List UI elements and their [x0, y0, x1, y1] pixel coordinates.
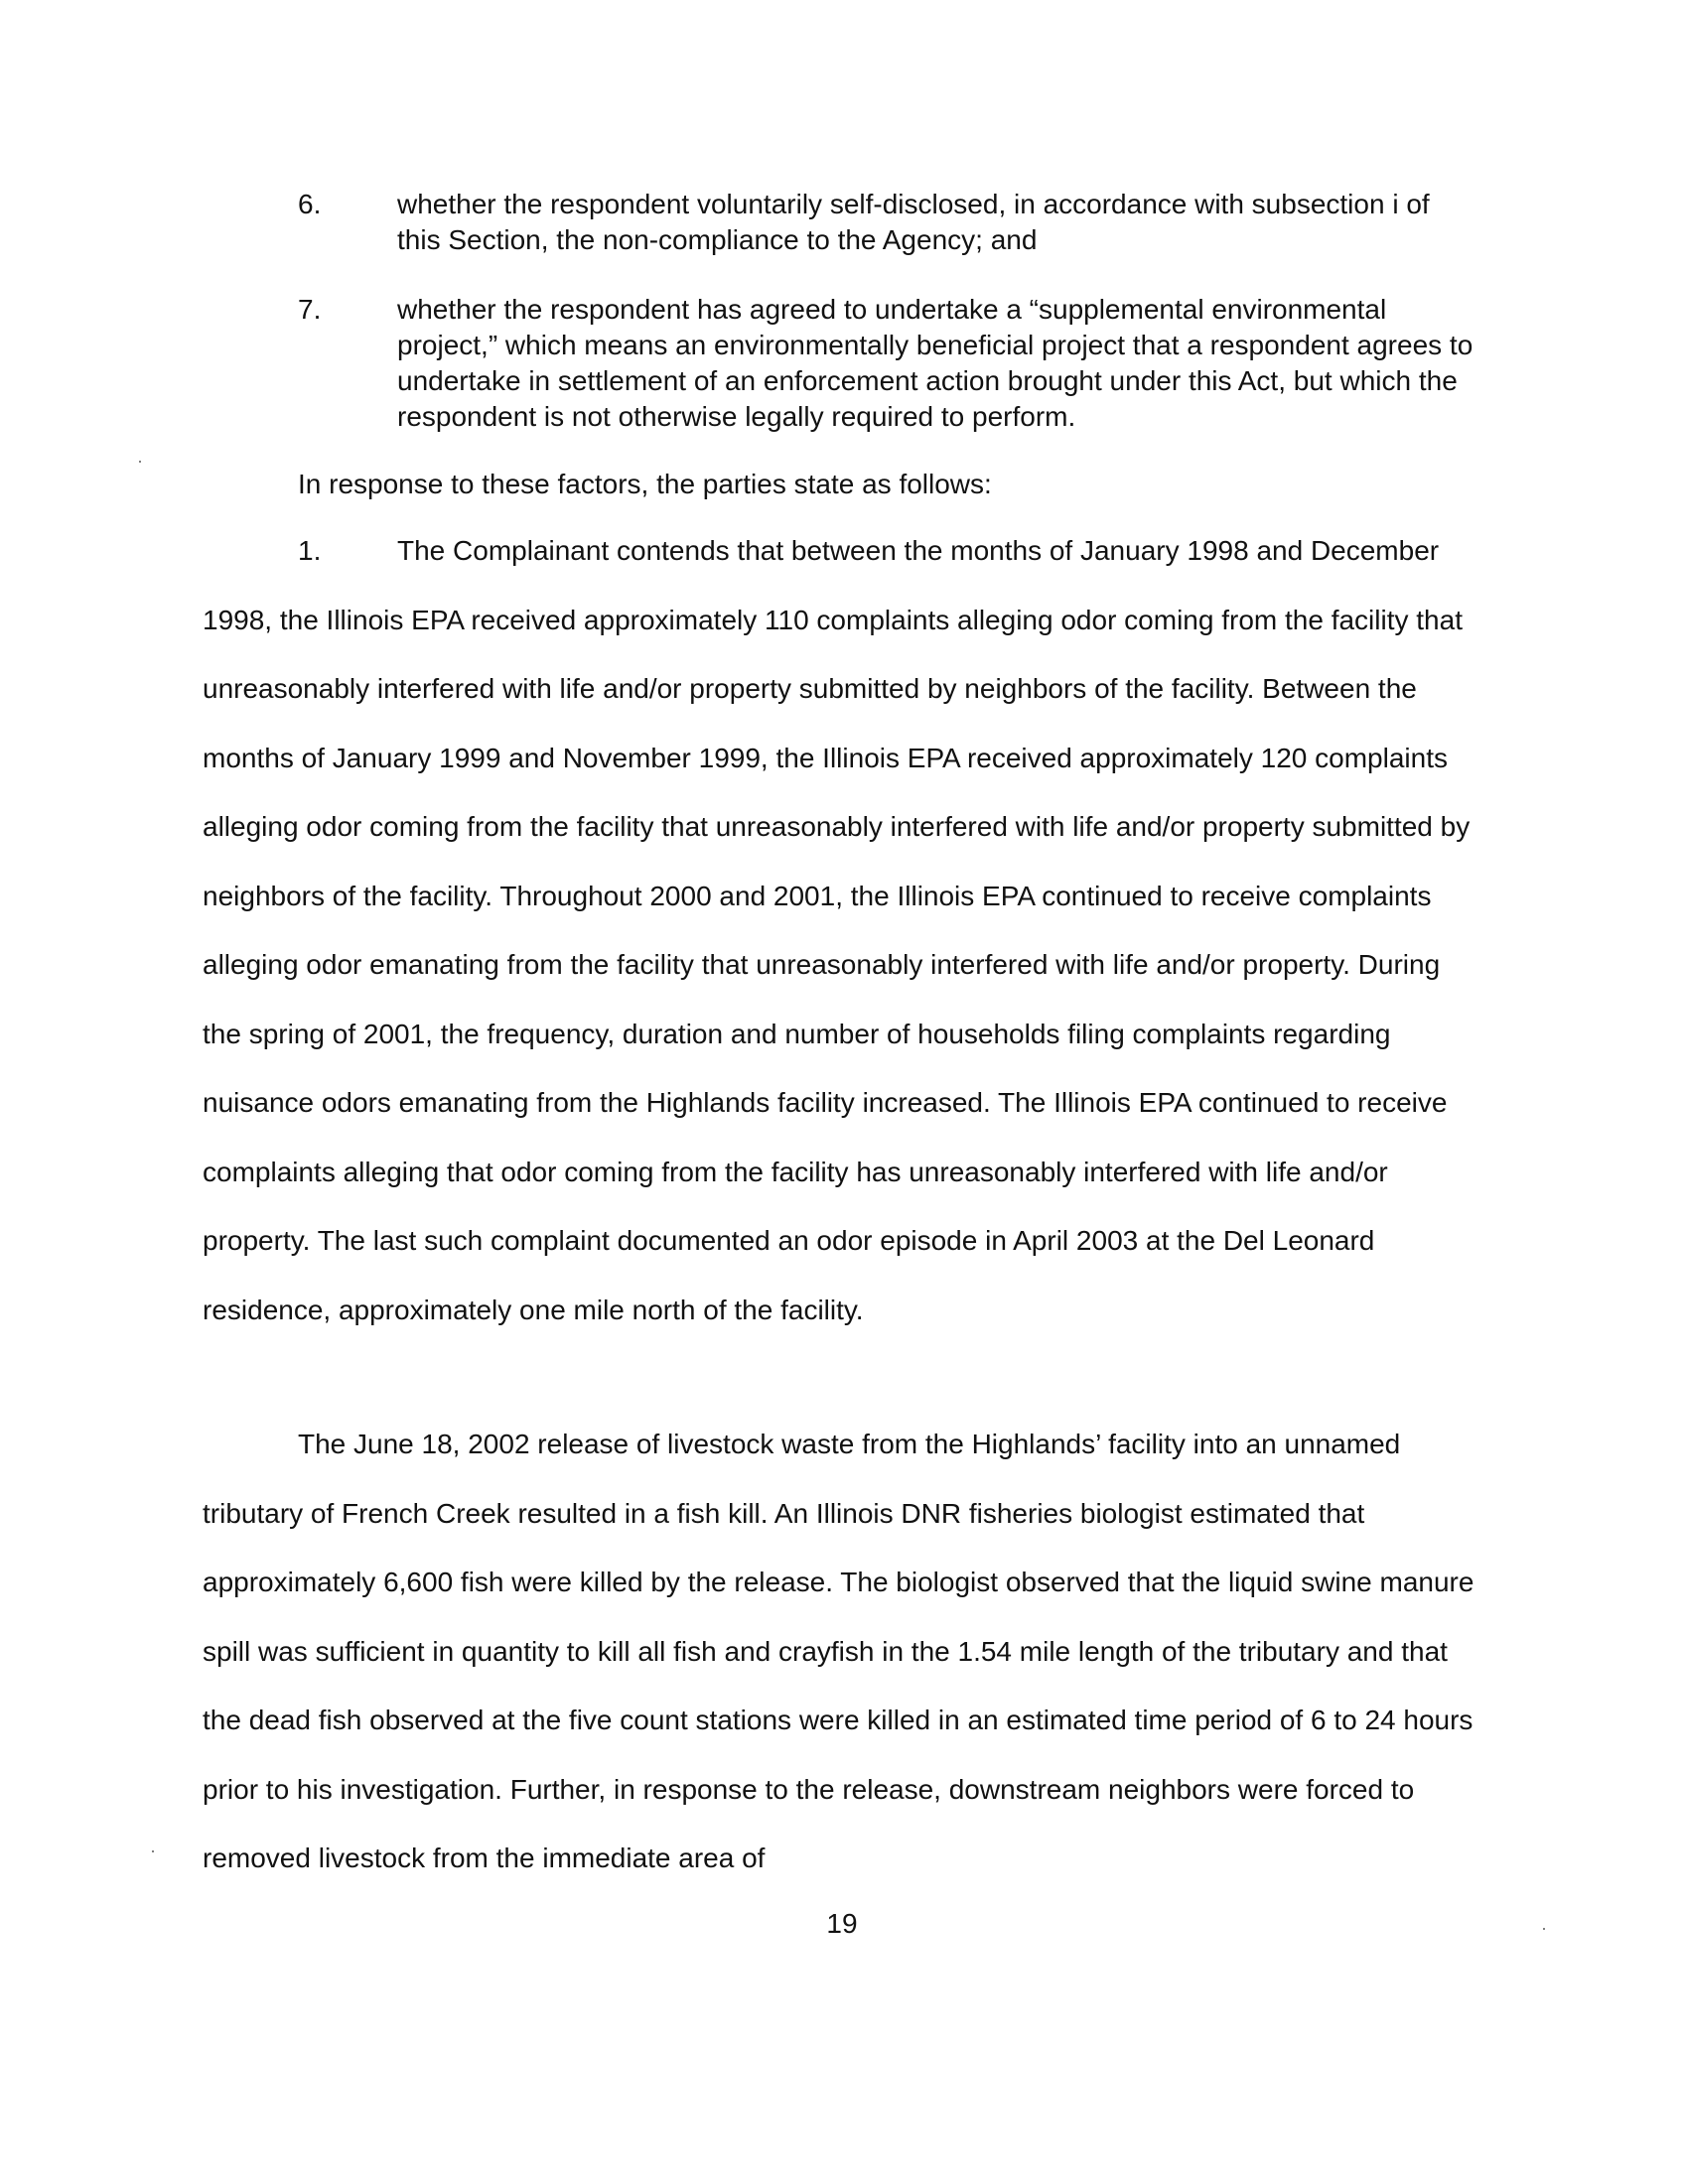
- list-item-number: 6.: [298, 189, 322, 219]
- list-item-number: 7.: [298, 294, 322, 325]
- scan-speck: [152, 1850, 154, 1852]
- paragraph-1: [203, 516, 1483, 1344]
- lead-in-sentence: In response to these factors, the parties state as follows:: [298, 469, 992, 499]
- scan-speck: [139, 461, 141, 463]
- paragraph-text: The June 18, 2002 release of livestock waste from the Highlands’ facility into an unnamed tributary of French Creek resulted in a fish kill. An Illinois DNR fisheries biologist estimated that approximately 6,600 fish were killed by the release. The biologist observed that the liquid swine manure spill was sufficient in quantity to kill all fish and crayfish in the 1.54 mile length of the tributary and that the dead fish observed at the five count stations were killed in an estimated time period of 6 to 24 hours prior to his investigation. Further, in response to the release, downstream neighbors were forced to removed livestock from the immediate area of: [203, 1429, 1474, 1873]
- list-item-7: [298, 292, 1479, 435]
- list-item-6: [298, 187, 1479, 258]
- paragraph-text: The Complainant contends that between the months of January 1998 and December 1998, the Illinois EPA received approximately 110 complaints alleging odor coming from the facility that unreasonably interfered with life and/or property submitted by neighbors of the facility. Between the months of January 1999 and November 1999, the Illinois EPA received approximately 120 complaints alleging odor coming from the facility that unreasonably interfered with life and/or property submitted by neighbors of the facility. Throughout 2000 and 2001, the Illinois EPA continued to receive complaints alleging odor emanating from the facility that unreasonably interfered with life and/or property. During the spring of 2001, the frequency, duration and number of households filing complaints regarding nuisance odors emanating from the Highlands facility increased. The Illinois EPA continued to receive complaints alleging that odor coming from the facility has unreasonably interfered with life and/or property. The last such complaint documented an odor episode in April 2003 at the Del Leonard residence, approximately one mile north of the facility.: [203, 535, 1471, 1325]
- scan-speck: [1543, 1928, 1545, 1930]
- paragraph-number: 1.: [298, 535, 322, 566]
- page-number: 19: [826, 1908, 858, 1939]
- paragraph-2: [203, 1410, 1483, 1893]
- list-item-text: whether the respondent voluntarily self-disclosed, in accordance with subsection i of this Section, the non-compliance to the Agency; and: [397, 189, 1430, 255]
- list-item-text: whether the respondent has agreed to undertake a “supplemental environmental project,” which means an environmentally beneficial project that a respondent agrees to undertake in settlement of an enforcement action brought under this Act, but which the respondent is not otherwise legally required to perform.: [397, 294, 1474, 432]
